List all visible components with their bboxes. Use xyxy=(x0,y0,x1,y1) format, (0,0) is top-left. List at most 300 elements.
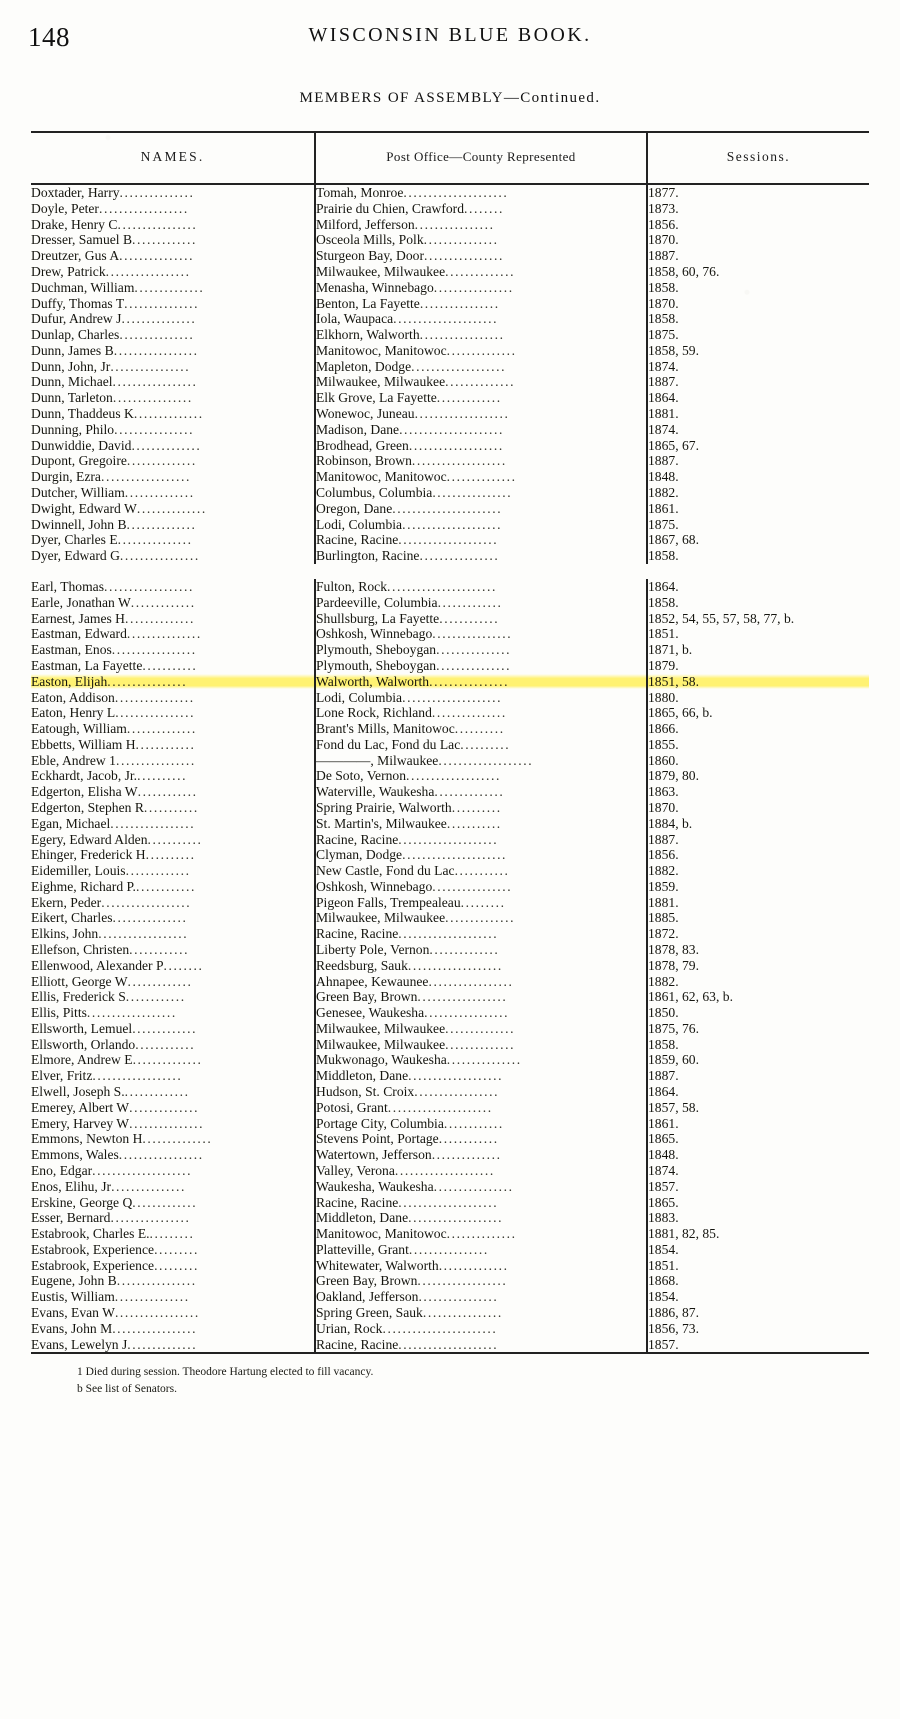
cell-post-office-county: Manitowoc, Manitowoc.............. xyxy=(315,469,647,485)
leader-dots: .......... xyxy=(137,768,188,784)
cell-member-name: Duchman, William.............. xyxy=(31,280,315,296)
cell-member-name: Elmore, Andrew E.............. xyxy=(31,1052,315,1068)
table-row xyxy=(31,532,869,548)
leader-dots: ................ xyxy=(433,1178,514,1194)
cell-member-name: Evans, John M................. xyxy=(31,1321,315,1337)
table-spacer-row xyxy=(31,564,869,579)
leader-dots: ............... xyxy=(124,295,200,311)
cell-member-name: Evans, Lewelyn J.............. xyxy=(31,1336,315,1352)
cell-sessions: 1858. xyxy=(648,548,679,564)
table-row xyxy=(31,721,869,737)
leader-dots: ............. xyxy=(130,594,196,610)
leader-dots: .................... xyxy=(92,1162,193,1178)
leader-dots: ..................... xyxy=(387,1099,493,1115)
leader-dots: ............... xyxy=(129,1115,205,1131)
cell-sessions: 1879. xyxy=(648,657,679,673)
leader-dots: .................. xyxy=(98,926,189,942)
cell-sessions: 1871, b. xyxy=(648,642,693,658)
section-subhead: MEMBERS OF ASSEMBLY—Continued. xyxy=(299,90,601,106)
cell-post-office-county: Manitowoc, Manitowoc.............. xyxy=(315,1226,647,1242)
cell-member-name: Dunn, James B................. xyxy=(31,343,315,359)
leader-dots: ................. xyxy=(114,1304,200,1320)
table-row xyxy=(31,280,869,296)
cell-member-name: Esser, Bernard................ xyxy=(31,1210,315,1226)
leader-dots: ............ xyxy=(125,989,186,1005)
leader-dots: ............... xyxy=(436,657,512,673)
leader-dots: ............ xyxy=(439,610,500,626)
table-row xyxy=(31,469,869,485)
cell-post-office-county: Plymouth, Sheboygan............... xyxy=(315,642,647,658)
cell-member-name: Doxtader, Harry............... xyxy=(31,184,315,201)
cell-member-name: Dufur, Andrew J............... xyxy=(31,311,315,327)
cell-member-name: Dwight, Edward W.............. xyxy=(31,501,315,517)
cell-sessions: 1858. xyxy=(648,594,679,610)
cell-member-name: Eastman, La Fayette........... xyxy=(31,658,315,674)
leader-dots: .............. xyxy=(125,610,195,626)
cell-post-office-county: Madison, Dane..................... xyxy=(315,422,647,438)
cell-post-office-county: Spring Prairie, Walworth.......... xyxy=(315,800,647,816)
leader-dots: .............. xyxy=(132,1052,203,1068)
cell-post-office-county: Brodhead, Green................... xyxy=(315,438,647,454)
leader-dots: ................ xyxy=(110,1210,191,1226)
leader-dots: .............. xyxy=(126,516,197,532)
cell-sessions: 1859. xyxy=(648,878,679,894)
cell-post-office-county: Menasha, Winnebago................ xyxy=(315,280,647,296)
cell-sessions: 1867, 68. xyxy=(648,532,699,548)
cell-sessions: 1882. xyxy=(648,863,679,879)
cell-post-office-county: De Soto, Vernon................... xyxy=(315,768,647,784)
cell-sessions: 1870. xyxy=(648,295,679,311)
table-row xyxy=(31,800,869,816)
leader-dots: ................. xyxy=(112,374,198,390)
cell-sessions: 1848. xyxy=(648,469,679,485)
leader-dots: ........ xyxy=(464,200,504,216)
cell-sessions: 1854. xyxy=(648,1289,679,1305)
cell-sessions: 1873. xyxy=(648,200,679,216)
table-row xyxy=(31,1210,869,1226)
table-row xyxy=(31,1242,869,1258)
leader-dots: ................ xyxy=(114,421,195,437)
leader-dots: ................. xyxy=(110,815,196,831)
cell-member-name: Dreutzer, Gus A............... xyxy=(31,248,315,264)
cell-sessions: 1874. xyxy=(648,421,679,437)
column-header-post-office: Post Office—County Represented xyxy=(315,132,647,184)
leader-dots: .............. xyxy=(445,1020,516,1036)
table-row xyxy=(31,1068,869,1084)
leader-dots: ........... xyxy=(454,863,510,879)
leader-dots: ................ xyxy=(117,216,198,232)
cell-sessions: 1864. xyxy=(648,579,679,595)
leader-dots: ............... xyxy=(446,1052,522,1068)
table-row xyxy=(31,217,869,233)
cell-post-office-county: Fond du Lac, Fond du Lac.......... xyxy=(315,737,647,753)
cell-post-office-county: Reedsburg, Sauk................... xyxy=(315,958,647,974)
leader-dots: .............. xyxy=(136,500,207,516)
cell-post-office-county: Elkhorn, Walworth................. xyxy=(315,327,647,343)
table-row xyxy=(31,973,869,989)
leader-dots: ................... xyxy=(411,453,507,469)
cell-sessions: 1856. xyxy=(648,847,679,863)
cell-member-name: Emerey, Albert W.............. xyxy=(31,1100,315,1116)
leader-dots: ......... xyxy=(154,1257,200,1273)
cell-post-office-county: Waukesha, Waukesha................ xyxy=(315,1179,647,1195)
table-row xyxy=(31,942,869,958)
cell-member-name: Eastman, Enos................. xyxy=(31,642,315,658)
table-row xyxy=(31,910,869,926)
leader-dots: ................ xyxy=(433,279,514,295)
cell-post-office-county: Racine, Racine.................... xyxy=(315,1336,647,1352)
leader-dots: ................ xyxy=(107,673,188,689)
leader-dots: ............. xyxy=(132,1020,198,1036)
cell-post-office-county: Oshkosh, Winnebago................ xyxy=(315,879,647,895)
table-row xyxy=(31,485,869,501)
footnotes xyxy=(31,1364,869,1397)
leader-dots: ............ xyxy=(135,736,196,752)
cell-member-name: Dyer, Charles E............... xyxy=(31,532,315,548)
cell-sessions: 1884, b. xyxy=(648,815,693,831)
leader-dots: .............. xyxy=(429,942,500,957)
cell-post-office-county: Milwaukee, Milwaukee.............. xyxy=(315,1021,647,1037)
leader-dots: ..................... xyxy=(402,847,508,863)
leader-dots: ......... xyxy=(154,1241,200,1257)
cell-member-name: Ellefson, Christen............ xyxy=(31,942,315,958)
cell-member-name: Eugene, John B................ xyxy=(31,1273,315,1289)
table-row xyxy=(31,1305,869,1321)
column-header-sessions: Sessions. xyxy=(647,132,869,184)
cell-sessions: 1881, 82, 85. xyxy=(648,1226,720,1242)
cell-sessions: 1875. xyxy=(648,327,679,343)
table-row xyxy=(31,201,869,217)
cell-member-name: Earnest, James H.............. xyxy=(31,611,315,627)
leader-dots: .............. xyxy=(124,484,195,500)
leader-dots: .................. xyxy=(98,200,189,216)
table-row xyxy=(31,311,869,327)
table-row xyxy=(31,184,869,201)
cell-post-office-county: Manitowoc, Manitowoc.............. xyxy=(315,343,647,359)
cell-sessions: 1887. xyxy=(648,374,679,390)
cell-sessions: 1878, 79. xyxy=(648,957,699,973)
leader-dots: .................. xyxy=(100,469,191,485)
table-row xyxy=(31,816,869,832)
cell-sessions: 1872. xyxy=(648,926,679,942)
cell-sessions: 1851, 58. xyxy=(647,674,869,690)
leader-dots: ................. xyxy=(118,1147,204,1163)
cell-post-office-county: Portage City, Columbia............ xyxy=(315,1116,647,1132)
cell-sessions: 1886, 87. xyxy=(648,1304,699,1320)
table-row xyxy=(31,674,869,690)
cell-member-name: Evans, Evan W................. xyxy=(31,1305,315,1321)
leader-dots: .............. xyxy=(431,1147,502,1163)
leader-dots: .............. xyxy=(445,910,516,926)
table-row xyxy=(31,768,869,784)
cell-post-office-county: Milwaukee, Milwaukee.............. xyxy=(315,910,647,926)
cell-sessions: 1850. xyxy=(648,1005,679,1021)
cell-sessions: 1868. xyxy=(648,1273,679,1289)
leader-dots: ................... xyxy=(406,768,501,784)
cell-post-office-county: Fulton, Rock...................... xyxy=(315,579,647,595)
cell-sessions: 1865. xyxy=(648,1194,679,1210)
cell-sessions: 1861. xyxy=(648,1115,679,1131)
cell-sessions: 1851. xyxy=(648,1257,679,1273)
cell-member-name: Estabrook, Charles E.......... xyxy=(31,1226,315,1242)
leader-dots: ...................... xyxy=(392,500,503,516)
cell-post-office-county: Platteville, Grant................ xyxy=(315,1242,647,1258)
cell-sessions: 1858, 59. xyxy=(648,342,699,358)
leader-dots: ................ xyxy=(116,1273,197,1289)
cell-member-name: Egan, Michael................. xyxy=(31,816,315,832)
table-row xyxy=(31,359,869,375)
table-row xyxy=(31,1226,869,1242)
leader-dots: ................ xyxy=(419,548,500,564)
cell-member-name: Duffy, Thomas T............... xyxy=(31,295,315,311)
leader-dots: ................ xyxy=(414,216,495,232)
leader-dots: ............... xyxy=(117,532,193,548)
leader-dots: .................... xyxy=(394,1162,495,1178)
cell-post-office-county: New Castle, Fond du Lac........... xyxy=(315,863,647,879)
cell-member-name: Enos, Elihu, Jr............... xyxy=(31,1179,315,1195)
leader-dots: ........... xyxy=(142,657,198,673)
cell-member-name: Elwell, Joseph S.............. xyxy=(31,1084,315,1100)
leader-dots: .............. xyxy=(446,1226,517,1242)
cell-sessions: 1858, 60, 76. xyxy=(648,264,720,279)
cell-sessions: 1865, 67. xyxy=(648,437,699,453)
leader-dots: .................... xyxy=(398,1336,499,1352)
cell-post-office-county: Clyman, Dodge..................... xyxy=(315,847,647,863)
cell-sessions: 1887. xyxy=(648,453,679,469)
cell-post-office-county: Lone Rock, Richland............... xyxy=(315,705,647,721)
cell-member-name: Eikert, Charles............... xyxy=(31,910,315,926)
leader-dots: ................ xyxy=(419,295,500,311)
leader-dots: ............. xyxy=(127,973,193,989)
cell-sessions: 1858. xyxy=(648,1036,679,1052)
leader-dots: ............... xyxy=(121,311,197,327)
cell-post-office-county: Racine, Racine.................... xyxy=(315,926,647,942)
cell-post-office-county: Milford, Jefferson................ xyxy=(315,217,647,233)
cell-post-office-county: Potosi, Grant..................... xyxy=(315,1100,647,1116)
cell-post-office-county: Mapleton, Dodge................... xyxy=(315,359,647,375)
table-row xyxy=(31,501,869,517)
leader-dots: .................. xyxy=(92,1068,183,1084)
running-head: WISCONSIN BLUE BOOK. xyxy=(308,24,592,46)
table-row xyxy=(31,453,869,469)
leader-dots: ......... xyxy=(460,894,506,910)
leader-dots: ........... xyxy=(143,799,199,815)
leader-dots: .............. xyxy=(446,469,517,485)
leader-dots: ................... xyxy=(438,752,534,768)
cell-post-office-county: Sturgeon Bay, Door................ xyxy=(315,248,647,264)
table-row xyxy=(31,438,869,454)
table-row xyxy=(31,548,869,564)
cell-sessions: 1877. xyxy=(648,185,679,201)
leader-dots: .............. xyxy=(445,374,516,390)
cell-member-name: Eustis, William............... xyxy=(31,1289,315,1305)
table-row xyxy=(31,1084,869,1100)
cell-member-name: Eaton, Addison................ xyxy=(31,689,315,705)
leader-dots: .............. xyxy=(445,264,516,279)
table-row xyxy=(31,1258,869,1274)
cell-post-office-county: Waterville, Waukesha.............. xyxy=(315,784,647,800)
cell-sessions: 1859, 60. xyxy=(648,1052,699,1068)
table-row xyxy=(31,1037,869,1053)
cell-post-office-county: Plymouth, Sheboygan............... xyxy=(315,658,647,674)
cell-post-office-county: Valley, Verona.................... xyxy=(315,1163,647,1179)
table-body xyxy=(31,184,869,1352)
leader-dots: ................ xyxy=(119,548,200,564)
cell-sessions: 1865, 66, b. xyxy=(648,705,713,721)
cell-post-office-county: Hudson, St. Croix................. xyxy=(315,1084,647,1100)
cell-member-name: Easton, Elijah................ xyxy=(31,674,315,690)
table-row xyxy=(31,1163,869,1179)
cell-sessions: 1882. xyxy=(648,973,679,989)
leader-dots: .............. xyxy=(134,279,205,295)
cell-member-name: Erskine, George Q............. xyxy=(31,1194,315,1210)
leader-dots: ................ xyxy=(110,358,191,374)
leader-dots: ............... xyxy=(126,626,202,642)
cell-member-name: Ebbetts, William H............ xyxy=(31,737,315,753)
leader-dots: ................ xyxy=(408,1241,489,1257)
leader-dots: ............... xyxy=(436,642,512,658)
leader-dots: .............. xyxy=(434,784,505,800)
cell-member-name: Eighme, Richard P............. xyxy=(31,879,315,895)
cell-post-office-county: Genesee, Waukesha................. xyxy=(315,1005,647,1021)
leader-dots: .................. xyxy=(101,894,192,910)
cell-member-name: Dunning, Philo................ xyxy=(31,422,315,438)
cell-post-office-county: Lodi, Columbia.................... xyxy=(315,516,647,532)
leader-dots: ............. xyxy=(132,232,197,248)
cell-post-office-county: Robinson, Brown................... xyxy=(315,453,647,469)
cell-member-name: Elkins, John.................. xyxy=(31,926,315,942)
table-row xyxy=(31,958,869,974)
cell-post-office-county: Green Bay, Brown.................. xyxy=(315,989,647,1005)
leader-dots: ............ xyxy=(135,878,196,894)
cell-member-name: Ellsworth, Lemuel............. xyxy=(31,1021,315,1037)
cell-post-office-county: Wonewoc, Juneau................... xyxy=(315,406,647,422)
cell-sessions: 1878, 83. xyxy=(648,942,699,957)
cell-sessions: 1848. xyxy=(648,1147,679,1163)
cell-sessions: 1883. xyxy=(648,1210,679,1226)
cell-post-office-county: Pigeon Falls, Trempealeau......... xyxy=(315,895,647,911)
leader-dots: .............. xyxy=(133,406,204,422)
cell-post-office-county: Spring Green, Sauk................ xyxy=(315,1305,647,1321)
leader-dots: ............... xyxy=(112,910,188,926)
cell-member-name: Ellis, Frederick S............ xyxy=(31,989,315,1005)
cell-sessions: 1861. xyxy=(648,500,679,516)
cell-post-office-county: Shullsburg, La Fayette............ xyxy=(315,611,647,627)
cell-member-name: Ehinger, Frederick H.......... xyxy=(31,847,315,863)
cell-sessions: 1881. xyxy=(648,406,679,422)
cell-sessions: 1874. xyxy=(648,1162,679,1178)
cell-post-office-county: Racine, Racine.................... xyxy=(315,1194,647,1210)
leader-dots: .................... xyxy=(398,532,499,548)
table-row xyxy=(31,390,869,406)
leader-dots: .................... xyxy=(398,1194,499,1210)
cell-post-office-county: Iola, Waupaca..................... xyxy=(315,311,647,327)
table-row xyxy=(31,295,869,311)
leader-dots: ................... xyxy=(414,406,510,422)
table-row xyxy=(31,626,869,642)
cell-sessions: 1852, 54, 55, 57, 58, 77, b. xyxy=(648,610,795,626)
table-row xyxy=(31,422,869,438)
leader-dots: .................. xyxy=(417,989,508,1005)
cell-member-name: Doyle, Peter.................. xyxy=(31,201,315,217)
column-header-names: NAMES. xyxy=(31,132,315,184)
table-row xyxy=(31,705,869,721)
leader-dots: ............ xyxy=(135,1036,196,1052)
leader-dots: .............. xyxy=(126,721,197,737)
leader-dots: ................ xyxy=(418,1289,499,1305)
table-row xyxy=(31,595,869,611)
table-row xyxy=(31,1194,869,1210)
table-row xyxy=(31,784,869,800)
cell-post-office-county: Tomah, Monroe..................... xyxy=(315,184,647,201)
table-row xyxy=(31,1179,869,1195)
leader-dots: ................ xyxy=(429,673,510,689)
leader-dots: .......... xyxy=(454,721,505,737)
cell-member-name: Eidemiller, Louis............. xyxy=(31,863,315,879)
cell-post-office-county: Ahnapee, Kewaunee................. xyxy=(315,973,647,989)
cell-sessions: 1881. xyxy=(648,894,679,910)
cell-member-name: Eble, Andrew 1................ xyxy=(31,753,315,769)
leader-dots: ................. xyxy=(105,264,191,279)
cell-member-name: Eno, Edgar.................... xyxy=(31,1163,315,1179)
cell-post-office-county: Walworth, Walworth................ xyxy=(315,674,647,690)
footnote-1: 1 Died during session. Theodore Hartung elected to fill vacancy. xyxy=(77,1366,374,1379)
table-row xyxy=(31,1131,869,1147)
cell-sessions: 1887. xyxy=(648,831,679,847)
leader-dots: ................. xyxy=(428,973,514,989)
leader-dots: .............. xyxy=(131,437,202,453)
table-row xyxy=(31,1147,869,1163)
leader-dots: .............. xyxy=(142,1131,213,1147)
cell-sessions: 1865. xyxy=(648,1131,679,1147)
leader-dots: .............. xyxy=(438,1257,509,1273)
leader-dots: ............... xyxy=(423,232,499,248)
leader-dots: .......... xyxy=(145,847,196,863)
table-row xyxy=(31,689,869,705)
leader-dots: .............. xyxy=(129,1099,200,1115)
cell-sessions: 1854. xyxy=(648,1241,679,1257)
cell-member-name: Earl, Thomas.................. xyxy=(31,579,315,595)
cell-member-name: Durgin, Ezra.................. xyxy=(31,469,315,485)
leader-dots: .............. xyxy=(127,1336,198,1352)
leader-dots: ........... xyxy=(446,815,502,831)
table-row xyxy=(31,879,869,895)
cell-member-name: Eckhardt, Jacob, Jr........... xyxy=(31,768,315,784)
cell-sessions: 1856. xyxy=(648,216,679,232)
cell-sessions: 1870. xyxy=(648,232,679,248)
leader-dots: ................... xyxy=(411,358,507,374)
leader-dots: ................. xyxy=(112,1320,198,1336)
cell-post-office-county: Elk Grove, La Fayette............. xyxy=(315,390,647,406)
leader-dots: .................... xyxy=(402,689,503,705)
leader-dots: ................ xyxy=(432,626,513,642)
table-row xyxy=(31,248,869,264)
cell-post-office-county: Urian, Rock....................... xyxy=(315,1321,647,1337)
cell-post-office-county: Lodi, Columbia.................... xyxy=(315,689,647,705)
leader-dots: ................ xyxy=(112,390,193,406)
leader-dots: .................... xyxy=(398,926,499,942)
cell-member-name: Dunn, Tarleton................ xyxy=(31,390,315,406)
cell-member-name: Emery, Harvey W............... xyxy=(31,1116,315,1132)
cell-member-name: Dresser, Samuel B............. xyxy=(31,232,315,248)
cell-sessions: 1880. xyxy=(648,689,679,705)
cell-sessions: 1875. xyxy=(648,516,679,532)
cell-sessions: 1860. xyxy=(648,752,679,768)
cell-sessions: 1875, 76. xyxy=(648,1020,699,1036)
cell-member-name: Edgerton, Stephen R........... xyxy=(31,800,315,816)
leader-dots: ................... xyxy=(408,437,504,453)
leader-dots: .................. xyxy=(86,1005,177,1021)
